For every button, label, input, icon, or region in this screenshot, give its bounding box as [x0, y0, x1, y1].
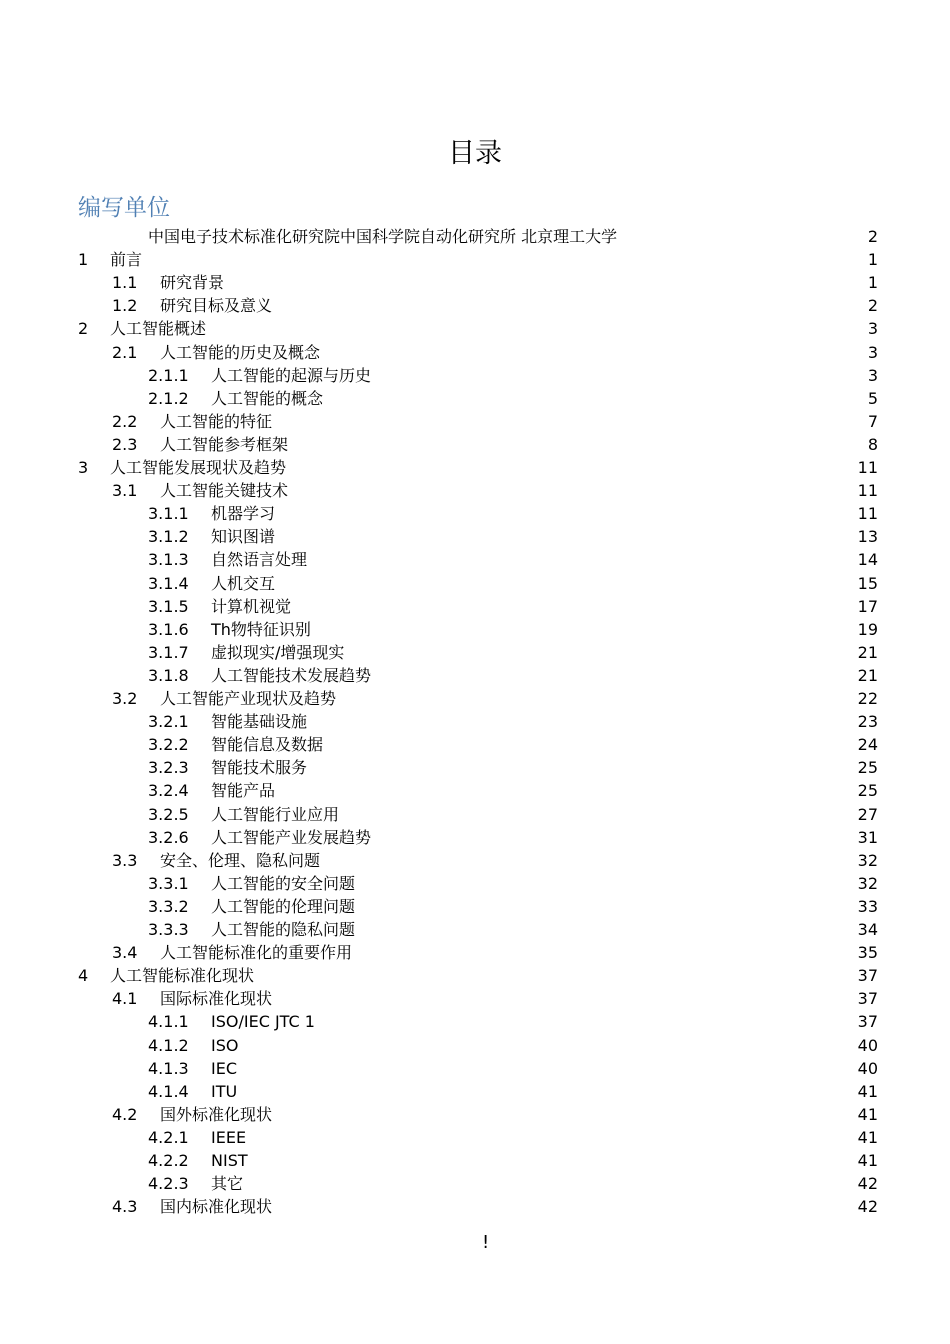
toc-entry[interactable]	[148, 364, 878, 387]
toc-entry[interactable]	[148, 895, 878, 918]
toc-entry-number: 3.2.3	[148, 758, 189, 778]
toc-entry-number: 3.1.8	[148, 665, 189, 685]
toc-entry-number: 3.1.5	[148, 596, 189, 616]
toc-entry-number: 2	[78, 319, 89, 339]
toc-entry[interactable]	[148, 803, 878, 826]
toc-entry-number: 3.2	[112, 689, 138, 708]
toc-entry-page: 41	[857, 1081, 878, 1101]
toc-entry-page: 37	[857, 966, 878, 986]
toc-entry[interactable]	[148, 1126, 878, 1149]
toc-entry-page: 37	[857, 989, 878, 1009]
toc-entry[interactable]	[148, 710, 878, 733]
toc-entry[interactable]	[112, 271, 878, 294]
toc-entry-title: ITU	[211, 1081, 238, 1101]
toc-entry-page: 11	[857, 458, 878, 477]
page-title: 目录	[448, 138, 502, 169]
toc-entry-title: 人工智能标准化的重要作用	[160, 943, 353, 963]
toc-entry-page: 32	[857, 850, 878, 870]
toc-entry-title: 机器学习	[211, 504, 276, 524]
toc-entry[interactable]	[78, 317, 878, 340]
toc-entry-title: 人工智能关键技术	[160, 481, 289, 501]
toc-entry-number: 4.1.2	[148, 1035, 189, 1055]
toc-entry[interactable]	[148, 872, 878, 895]
toc-entry[interactable]	[148, 641, 878, 664]
toc-entry-title: 研究目标及意义	[160, 296, 273, 316]
toc-entry-title: 人工智能产业现状及趋势	[160, 689, 337, 708]
toc-entry-title: 人工智能的安全问题	[211, 873, 356, 893]
toc-entry[interactable]	[148, 387, 878, 410]
toc-entry[interactable]	[148, 1149, 878, 1172]
toc-entry-number: 2.2	[112, 411, 138, 431]
toc-entry[interactable]	[148, 502, 878, 525]
toc-entry[interactable]	[112, 341, 878, 364]
toc-entry[interactable]	[148, 525, 878, 548]
toc-entry-page: 32	[857, 873, 878, 893]
toc-entry-number: 3.3	[112, 850, 138, 870]
toc-entry[interactable]	[148, 595, 878, 618]
toc-entry-title: 人工智能的概念	[211, 388, 324, 408]
toc-entry[interactable]	[112, 987, 878, 1010]
toc-entry-page: 8	[867, 434, 878, 454]
toc-entry-page: 13	[857, 527, 878, 547]
toc-entry-number: 4.2.2	[148, 1151, 189, 1170]
toc-entry-page: 40	[857, 1058, 878, 1078]
toc-entry[interactable]	[148, 1172, 878, 1195]
toc-entry[interactable]	[148, 756, 878, 779]
toc-entry-page: 27	[857, 804, 878, 824]
toc-entry[interactable]	[148, 1057, 878, 1080]
toc-entry-number: 2.1.1	[148, 365, 189, 385]
toc-entry-page: 5	[867, 388, 878, 408]
toc-entry-title: 安全、伦理、隐私问题	[160, 850, 321, 870]
toc-entry-title: 人工智能技术发展趋势	[211, 665, 372, 685]
toc-entry-page: 2	[867, 296, 878, 316]
toc-entry[interactable]	[148, 664, 878, 687]
toc-entry-page: 42	[857, 1174, 878, 1194]
toc-entry-page: 19	[857, 619, 878, 639]
toc-entry-number: 4.1.4	[148, 1081, 189, 1101]
toc-entry-number: 3.3.2	[148, 896, 189, 916]
toc-entry-title: 人工智能发展现状及趋势	[110, 458, 287, 477]
toc-entry-title: 人工智能概述	[110, 319, 207, 339]
toc-entry-title: IEEE	[211, 1127, 247, 1147]
toc-entry-number: 3	[78, 458, 89, 477]
toc-entry-page: 24	[857, 735, 878, 755]
toc-entry-title: NIST	[211, 1151, 248, 1170]
toc-entry-page: 23	[857, 712, 878, 732]
toc-entry-page: 34	[857, 920, 878, 939]
toc-entry-number: 3.2.5	[148, 804, 189, 824]
toc-entry[interactable]	[112, 687, 878, 710]
toc-entry-number: 3.1.1	[148, 504, 189, 524]
toc-entry-title: 人工智能的隐私问题	[211, 920, 356, 939]
toc-entry-number: 3.2.6	[148, 827, 189, 847]
toc-entry-title: 智能技术服务	[211, 758, 308, 778]
toc-entry-page: 22	[857, 689, 878, 708]
authors-heading: 编写单位	[78, 195, 170, 221]
toc-entry-number: 4.3	[112, 1197, 138, 1217]
toc-entry[interactable]	[148, 618, 878, 641]
toc-entry[interactable]	[78, 456, 878, 479]
toc-entry[interactable]	[148, 733, 878, 756]
toc-entry-number: 4	[78, 966, 89, 986]
toc-entry-number: 1.1	[112, 273, 138, 293]
toc-entry-title: 人工智能产业发展趋势	[211, 827, 372, 847]
toc-entry-page: 41	[857, 1127, 878, 1147]
toc-entry-title: 国际标准化现状	[160, 989, 273, 1009]
toc-entry-title: 智能产品	[211, 781, 276, 801]
toc-entry-page: 41	[857, 1104, 878, 1124]
toc-entry-number: 3.3.3	[148, 920, 189, 939]
toc-entry-number: 3.1	[112, 481, 138, 501]
toc-entry[interactable]	[112, 1195, 878, 1218]
toc-entry-title: 前言	[110, 250, 143, 270]
toc-entry-page: 37	[857, 1012, 878, 1032]
toc-entry-page: 7	[867, 411, 878, 431]
toc-entry-title: 人工智能的历史及概念	[160, 342, 321, 362]
toc-entry-number: 4.1.1	[148, 1012, 189, 1032]
toc-entry[interactable]	[112, 941, 878, 964]
toc-entry[interactable]	[148, 918, 878, 941]
toc-entry-number: 3.1.7	[148, 642, 189, 662]
toc-entry-title: 计算机视觉	[211, 596, 292, 616]
toc-entry-number: 3.2.2	[148, 735, 189, 755]
toc-entry-title: 人机交互	[211, 573, 276, 593]
toc-entry-page: 21	[857, 665, 878, 685]
toc-entry-number: 2.1.2	[148, 388, 189, 408]
toc-entry[interactable]	[148, 572, 878, 595]
toc-entry-title: 智能信息及数据	[211, 735, 324, 755]
toc-entry-page: 1	[867, 273, 878, 293]
toc-entry-page: 33	[857, 896, 878, 916]
toc-entry-page: 14	[857, 550, 878, 570]
toc-entry[interactable]	[112, 1103, 878, 1126]
toc-entry-title: 中国电子技术标准化研究院中国科学院自动化研究所 北京理工大学	[148, 227, 618, 246]
toc-entry-page: 21	[857, 642, 878, 662]
toc-entry-number: 3.1.3	[148, 550, 189, 570]
toc-entry-number: 4.2.1	[148, 1127, 189, 1147]
toc-entry[interactable]	[148, 1034, 878, 1057]
toc-entry[interactable]	[148, 826, 878, 849]
toc-entry-page: 25	[857, 758, 878, 778]
toc-entry[interactable]	[148, 779, 878, 802]
toc-entry-page: 3	[867, 342, 878, 362]
toc-entry-title: ISO	[211, 1035, 239, 1055]
toc-entry[interactable]	[78, 248, 878, 271]
toc-entry[interactable]	[148, 1010, 878, 1033]
toc-entry-title: 人工智能的伦理问题	[211, 896, 356, 916]
toc-entry-number: 4.1	[112, 989, 138, 1009]
toc-entry-page: 42	[857, 1197, 878, 1217]
toc-entry[interactable]	[112, 410, 878, 433]
toc-entry[interactable]	[112, 479, 878, 502]
toc-entry[interactable]	[78, 964, 878, 987]
toc-entry[interactable]	[148, 1080, 878, 1103]
footer-mark: !	[482, 1232, 490, 1253]
toc-entry-title: 研究背景	[160, 273, 225, 293]
toc-entry-number: 3.1.4	[148, 573, 189, 593]
toc-entry-title: 知识图谱	[211, 527, 276, 547]
toc-entry-title: 人工智能参考框架	[160, 434, 289, 454]
toc-entry-number: 2.3	[112, 434, 138, 454]
toc-entry-page: 17	[857, 596, 878, 616]
toc-entry-page: 41	[857, 1151, 878, 1170]
toc-entry-title: 国内标准化现状	[160, 1197, 273, 1217]
toc-entry-title: 自然语言处理	[211, 550, 308, 570]
toc-entry-title: 其它	[211, 1174, 244, 1194]
toc-entry-title: Th物特征识别	[211, 619, 311, 639]
toc-entry-page: 40	[857, 1035, 878, 1055]
toc-entry-page: 2	[867, 227, 878, 246]
toc-entry-page: 3	[867, 365, 878, 385]
toc-entry[interactable]	[148, 225, 878, 248]
toc-entry[interactable]	[112, 849, 878, 872]
toc-entry-page: 11	[857, 504, 878, 524]
toc-entry[interactable]	[112, 433, 878, 456]
toc-entry-title: 人工智能标准化现状	[110, 966, 255, 986]
toc-entry-page: 3	[867, 319, 878, 339]
toc-entry-number: 3.2.1	[148, 712, 189, 732]
toc-entry-title: ISO/IEC JTC 1	[211, 1012, 315, 1032]
toc-entry-number: 3.2.4	[148, 781, 189, 801]
toc-entry-number: 3.3.1	[148, 873, 189, 893]
toc-entry-title: IEC	[211, 1058, 237, 1078]
toc-entry-page: 35	[857, 943, 878, 963]
toc-entry-title: 人工智能行业应用	[211, 804, 340, 824]
toc-entry-page: 15	[857, 573, 878, 593]
toc-entry-number: 4.1.3	[148, 1058, 189, 1078]
toc-entry-number: 3.1.6	[148, 619, 189, 639]
toc-entry-number: 1.2	[112, 296, 138, 316]
toc-entry-number: 2.1	[112, 342, 138, 362]
toc-entry-page: 31	[857, 827, 878, 847]
toc-entry-title: 人工智能的起源与历史	[211, 365, 372, 385]
toc-entry-title: 智能基础设施	[211, 712, 308, 732]
toc-entry-title: 国外标准化现状	[160, 1104, 273, 1124]
toc-entry-title: 人工智能的特征	[160, 411, 273, 431]
toc-entry-number: 3.4	[112, 943, 138, 963]
toc-entry-page: 11	[857, 481, 878, 501]
toc-entry[interactable]	[148, 548, 878, 571]
toc-entry-page: 25	[857, 781, 878, 801]
toc-entry-number: 3.1.2	[148, 527, 189, 547]
toc-entry-number: 4.2	[112, 1104, 138, 1124]
toc-entry[interactable]	[112, 294, 878, 317]
toc-entry-number: 1	[78, 250, 89, 270]
toc-entry-title: 虚拟现实/增强现实	[211, 642, 345, 662]
toc-entry-page: 1	[867, 250, 878, 270]
toc-entry-number: 4.2.3	[148, 1174, 189, 1194]
